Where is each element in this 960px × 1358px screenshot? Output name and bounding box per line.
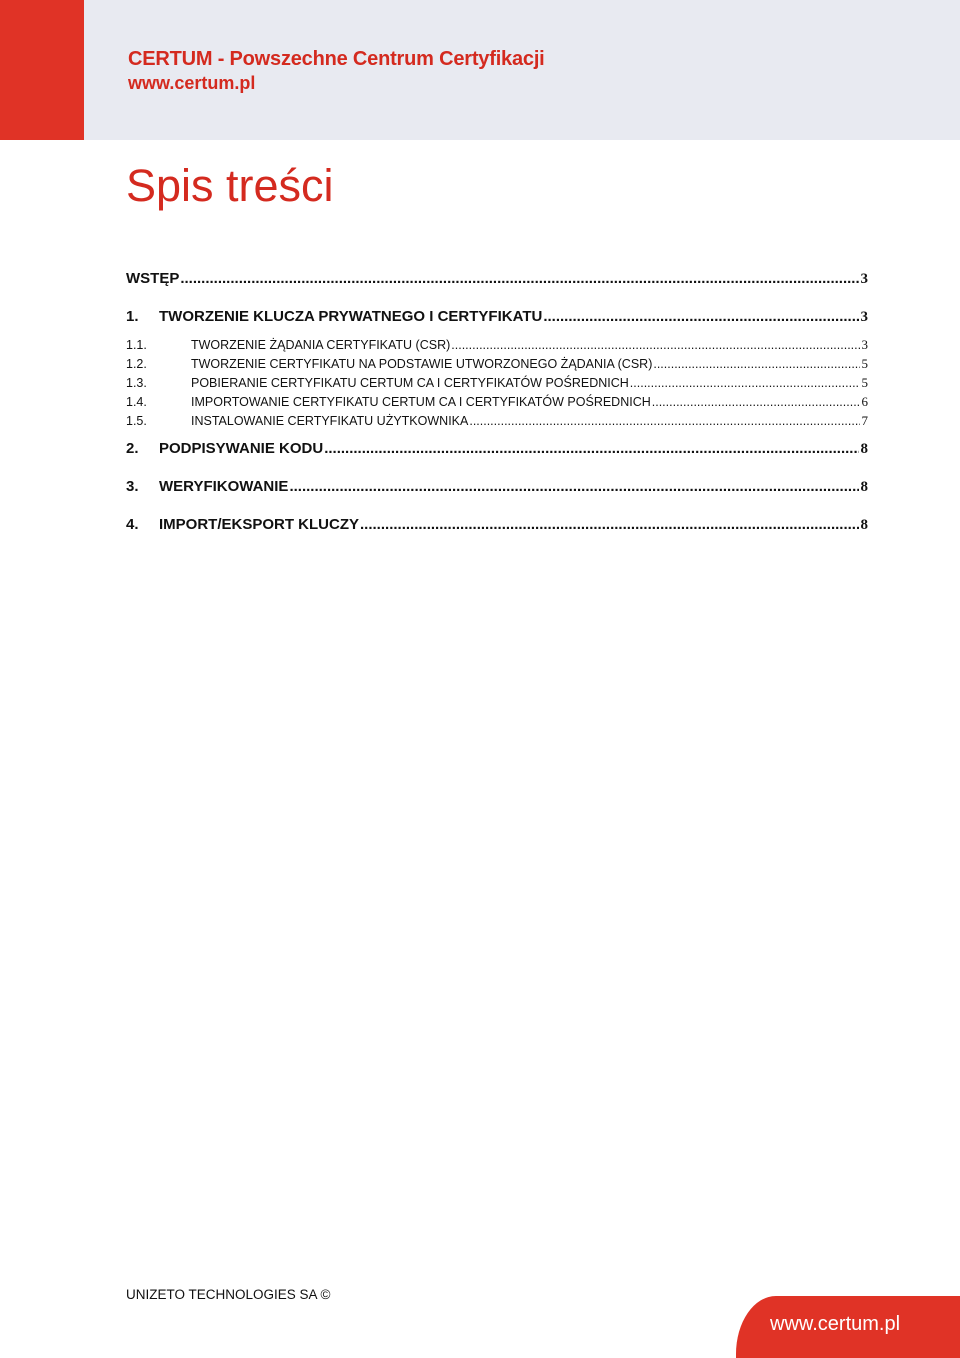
page-header [0, 0, 960, 140]
toc-page: 3 [861, 337, 868, 352]
toc-page: 8 [860, 441, 868, 457]
toc-leader [289, 478, 858, 495]
toc-label: POBIERANIE CERTYFIKATU CERTUM CA I CERTYFIKATÓW POŚREDNICH [191, 376, 629, 390]
toc-leader [653, 357, 859, 371]
toc-item-3[interactable] [126, 478, 868, 496]
toc-leader [451, 338, 859, 352]
toc-page: 5 [861, 375, 868, 390]
toc-label: TWORZENIE ŻĄDANIA CERTYFIKATU (CSR) [191, 338, 451, 352]
toc-number: 1.4. [126, 395, 147, 409]
toc-leader [543, 308, 858, 325]
toc-number: 1.5. [126, 414, 147, 428]
toc-item-1-3[interactable] [126, 375, 868, 391]
toc-number: 1.3. [126, 376, 147, 390]
toc-item-4[interactable] [126, 516, 868, 534]
toc-leader [469, 414, 859, 428]
toc-page: 7 [861, 413, 868, 428]
toc-number: 1. [126, 308, 139, 325]
toc-item-2[interactable] [126, 440, 868, 458]
toc-label: IMPORT/EKSPORT KLUCZY [159, 516, 360, 533]
toc-page: 3 [860, 309, 868, 325]
toc-item-1-4[interactable] [126, 394, 868, 410]
toc-page: 3 [860, 271, 868, 287]
toc-page: 6 [861, 394, 868, 409]
toc-leader [630, 376, 860, 390]
header-red-bar [0, 0, 84, 140]
toc-item-1-1[interactable] [126, 337, 868, 353]
footer-url: www.certum.pl [770, 1313, 901, 1335]
toc-leader [652, 395, 860, 409]
toc-number: 4. [126, 516, 139, 533]
toc-label: INSTALOWANIE CERTYFIKATU UŻYTKOWNIKA [191, 414, 469, 428]
toc-leader [324, 440, 858, 457]
toc-label: TWORZENIE CERTYFIKATU NA PODSTAWIE UTWORZONEGO ŻĄDANIA (CSR) [191, 357, 653, 371]
toc-number: 1.1. [126, 338, 147, 352]
toc-leader [180, 270, 858, 287]
toc-label: PODPISYWANIE KODU [159, 440, 324, 457]
toc-label: IMPORTOWANIE CERTYFIKATU CERTUM CA I CERTYFIKATÓW POŚREDNICH [191, 395, 651, 409]
page-title: Spis treści [126, 160, 334, 211]
toc-item-1[interactable] [126, 308, 868, 326]
toc-number: 2. [126, 440, 139, 457]
brand-title: CERTUM - Powszechne Centrum Certyfikacji [128, 48, 545, 70]
toc-leader [360, 516, 858, 533]
toc-label: WSTĘP [126, 270, 180, 287]
toc-label: TWORZENIE KLUCZA PRYWATNEGO I CERTYFIKATU [159, 308, 543, 325]
toc-page: 8 [860, 517, 868, 533]
brand-url: www.certum.pl [128, 73, 256, 93]
footer-company: UNIZETO TECHNOLOGIES SA © [126, 1287, 331, 1302]
toc-number: 3. [126, 478, 139, 495]
toc-page: 5 [861, 356, 868, 371]
toc-label: WERYFIKOWANIE [159, 478, 289, 495]
toc-item-wstep[interactable] [126, 270, 868, 288]
toc-page: 8 [860, 479, 868, 495]
toc-item-1-2[interactable] [126, 356, 868, 372]
toc-number: 1.2. [126, 357, 147, 371]
toc-item-1-5[interactable] [126, 413, 868, 429]
